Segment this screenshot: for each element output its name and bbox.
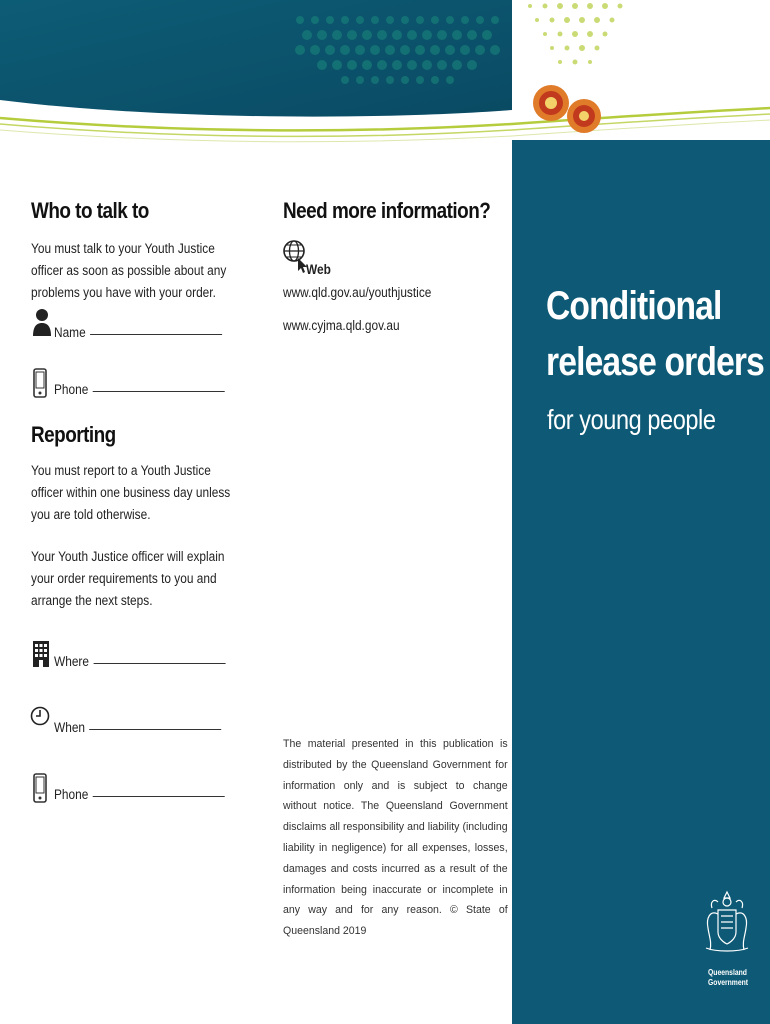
disclaimer-text: The material presented in this publication is distributed by the Queensland Government for information only and is subject to change without notice. The Queensland Government disclaims all responsibility and liability (including liability in negligence) for all expenses, losses, damages and costs incurred as a result of the information being inaccurate or incomplete in any way and for any reason. © State of Queensland 2019 <box>283 738 508 938</box>
cover-title-line-2: release orders <box>546 340 764 384</box>
need-info-heading: Need more information? <box>283 198 491 223</box>
who-to-talk-heading: Who to talk to <box>31 198 149 223</box>
person-icon <box>33 308 51 336</box>
reporting-heading: Reporting <box>31 422 116 447</box>
clock-icon <box>30 706 50 726</box>
header-banner <box>0 0 770 160</box>
phone-line-2 <box>93 796 225 797</box>
globe-web-icon <box>283 238 307 274</box>
when-label: When <box>54 720 86 735</box>
phone-line <box>93 391 225 392</box>
who-to-talk-text: You must talk to your Youth Justice officer as soon as possible about any problems you have with your order. <box>31 241 227 300</box>
when-field[interactable] <box>54 720 221 735</box>
when-line <box>89 729 221 730</box>
where-label: Where <box>54 654 89 669</box>
building-icon <box>32 640 50 668</box>
reporting-text-1: You must report to a Youth Justice officer within one business day unless you are told otherwise. <box>31 463 231 522</box>
queensland-coat-of-arms-icon <box>700 888 754 968</box>
reporting-text-2: Your Youth Justice officer will explain your order requirements to you and arrange the next steps. <box>31 549 225 608</box>
web-label: Web <box>306 262 331 277</box>
phone-label: Phone <box>54 382 89 397</box>
mobile-phone-icon-2 <box>33 773 47 803</box>
logo-line-2: Government <box>708 978 749 987</box>
government-wordmark <box>708 968 748 988</box>
phone-field[interactable] <box>54 382 225 397</box>
name-label: Name <box>54 325 86 340</box>
where-field[interactable] <box>54 654 225 669</box>
phone-label-2: Phone <box>54 787 89 802</box>
cover-subtitle: for young people <box>547 404 716 435</box>
link-cyjma[interactable]: www.cyjma.qld.gov.au <box>283 318 400 333</box>
logo-line-1: Queensland <box>708 968 747 977</box>
name-line <box>90 334 222 335</box>
where-line <box>93 663 225 664</box>
name-field[interactable] <box>54 325 222 340</box>
cover-title-line-1: Conditional <box>546 284 722 328</box>
mobile-phone-icon <box>33 368 47 398</box>
link-youthjustice[interactable]: www.qld.gov.au/youthjustice <box>283 285 432 300</box>
phone-field-2[interactable] <box>54 787 225 802</box>
